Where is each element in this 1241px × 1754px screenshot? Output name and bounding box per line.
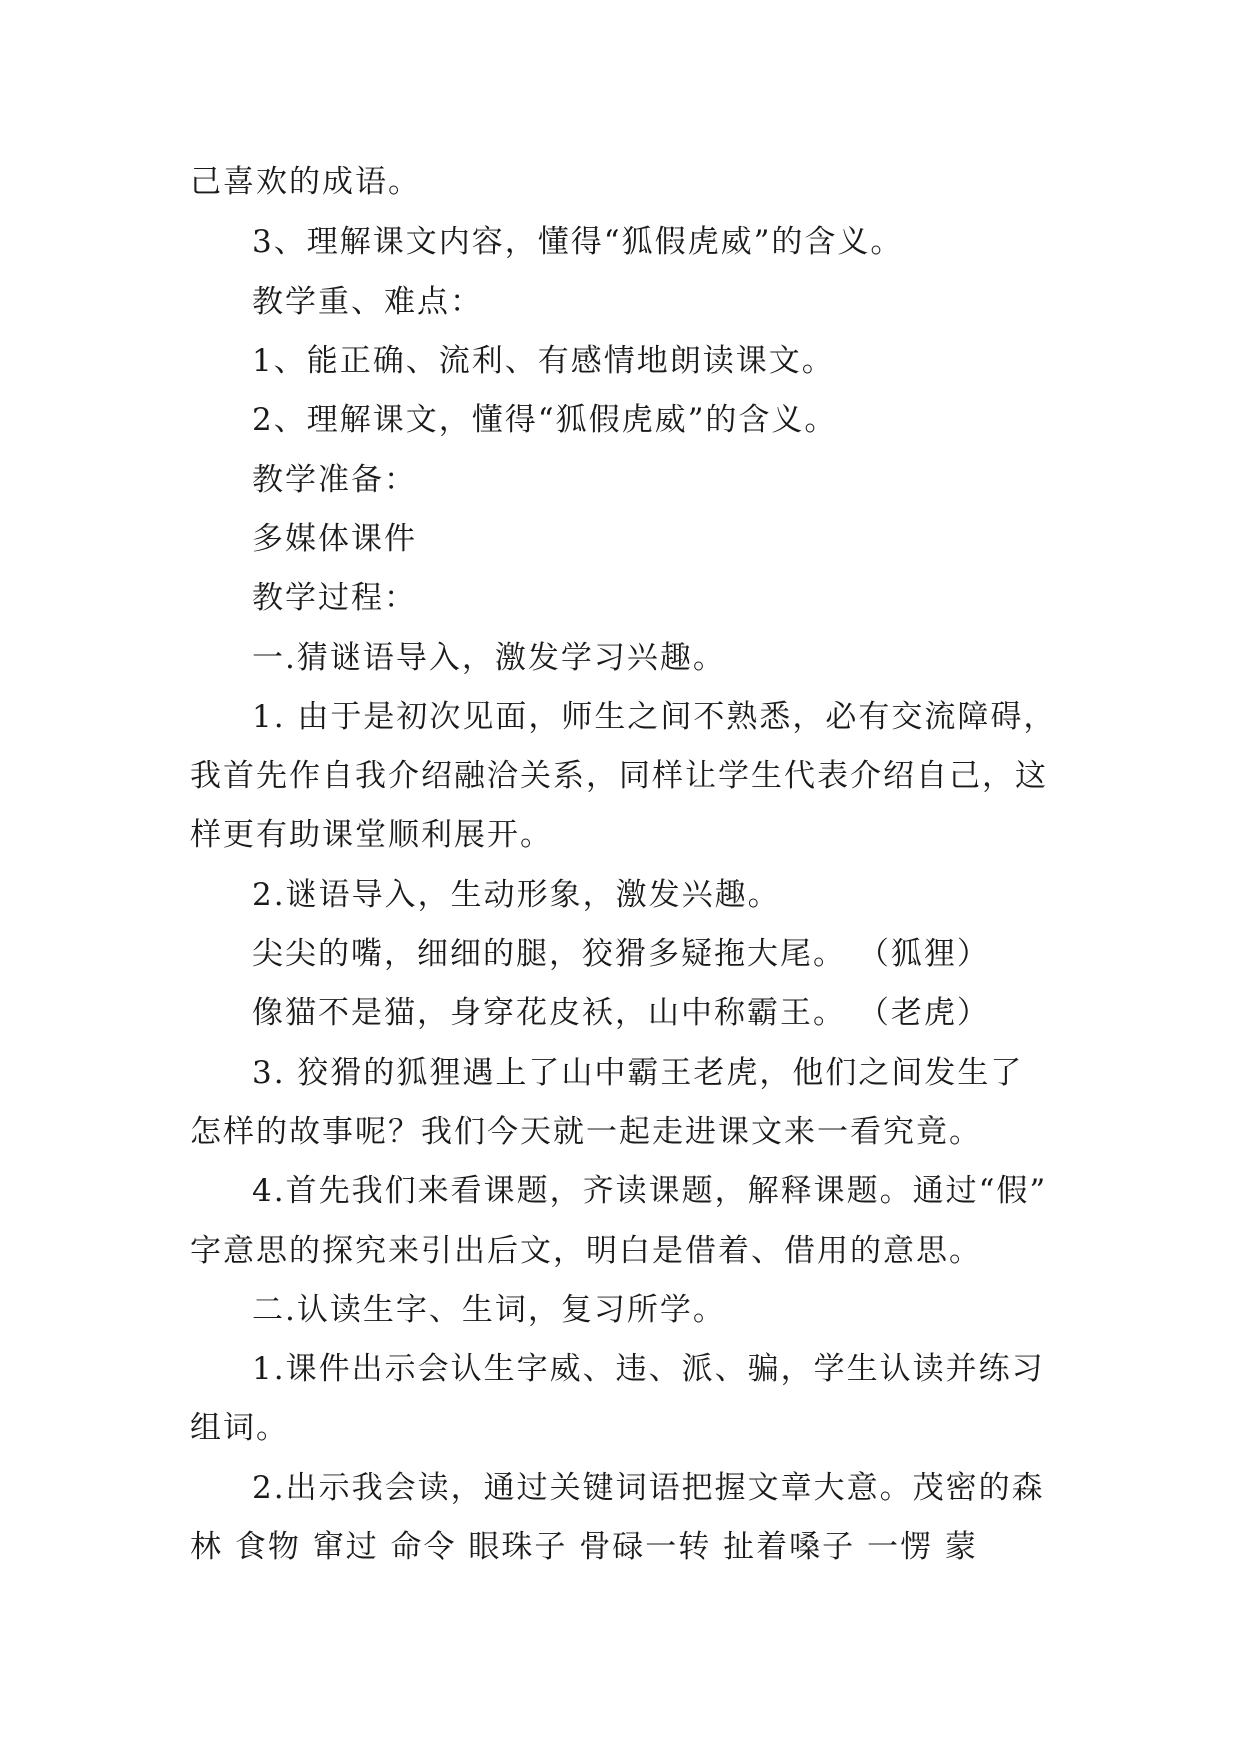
- text-line: 2.谜语导入，生动形象，激发兴趣。: [252, 877, 781, 913]
- text-line: 3、理解课文内容，懂得“狐假虎威”的含义。: [252, 224, 904, 260]
- vocabulary-line: 林 食物 窜过 命令 眼珠子 骨碌一转 扯着嗓子 一愣 蒙: [190, 1529, 978, 1565]
- riddle-line: 尖尖的嘴，细细的腿，狡猾多疑拖大尾。 （狐狸）: [252, 936, 990, 972]
- section-heading: 教学重、难点：: [252, 284, 483, 320]
- text-line: 多媒体课件: [252, 521, 417, 557]
- text-line: 1.课件出示会认生字威、违、派、骗，学生认读并练习: [252, 1351, 1045, 1387]
- section-heading: 一.猜谜语导入，激发学习兴趣。: [252, 640, 726, 676]
- section-heading: 教学准备：: [252, 462, 417, 498]
- text-line: 1、能正确、流利、有感情地朗读课文。: [252, 343, 835, 379]
- section-heading: 二.认读生字、生词，复习所学。: [252, 1292, 726, 1328]
- text-line: 怎样的故事呢？我们今天就一起走进课文来一看究竟。: [190, 1114, 982, 1150]
- text-line: 字意思的探究来引出后文，明白是借着、借用的意思。: [190, 1233, 982, 1269]
- riddle-line: 像猫不是猫，身穿花皮袄，山中称霸王。 （老虎）: [252, 995, 990, 1031]
- text-line: 组词。: [190, 1410, 289, 1446]
- text-line: 我首先作自我介绍融洽关系，同样让学生代表介绍自己，这: [190, 758, 1048, 794]
- text-line: 1. 由于是初次见面，师生之间不熟悉，必有交流障碍，: [252, 699, 1057, 735]
- text-line: 3. 狡猾的狐狸遇上了山中霸王老虎，他们之间发生了: [252, 1055, 1024, 1091]
- text-line: 2、理解课文，懂得“狐假虎威”的含义。: [252, 402, 838, 438]
- text-line: 4.首先我们来看课题，齐读课题，解释课题。通过“假”: [252, 1173, 1048, 1209]
- text-line: 样更有助课堂顺利展开。: [190, 817, 553, 853]
- section-heading: 教学过程：: [252, 580, 417, 616]
- text-line: 己喜欢的成语。: [190, 164, 421, 200]
- text-line: 2.出示我会读，通过关键词语把握文章大意。茂密的森: [252, 1470, 1045, 1506]
